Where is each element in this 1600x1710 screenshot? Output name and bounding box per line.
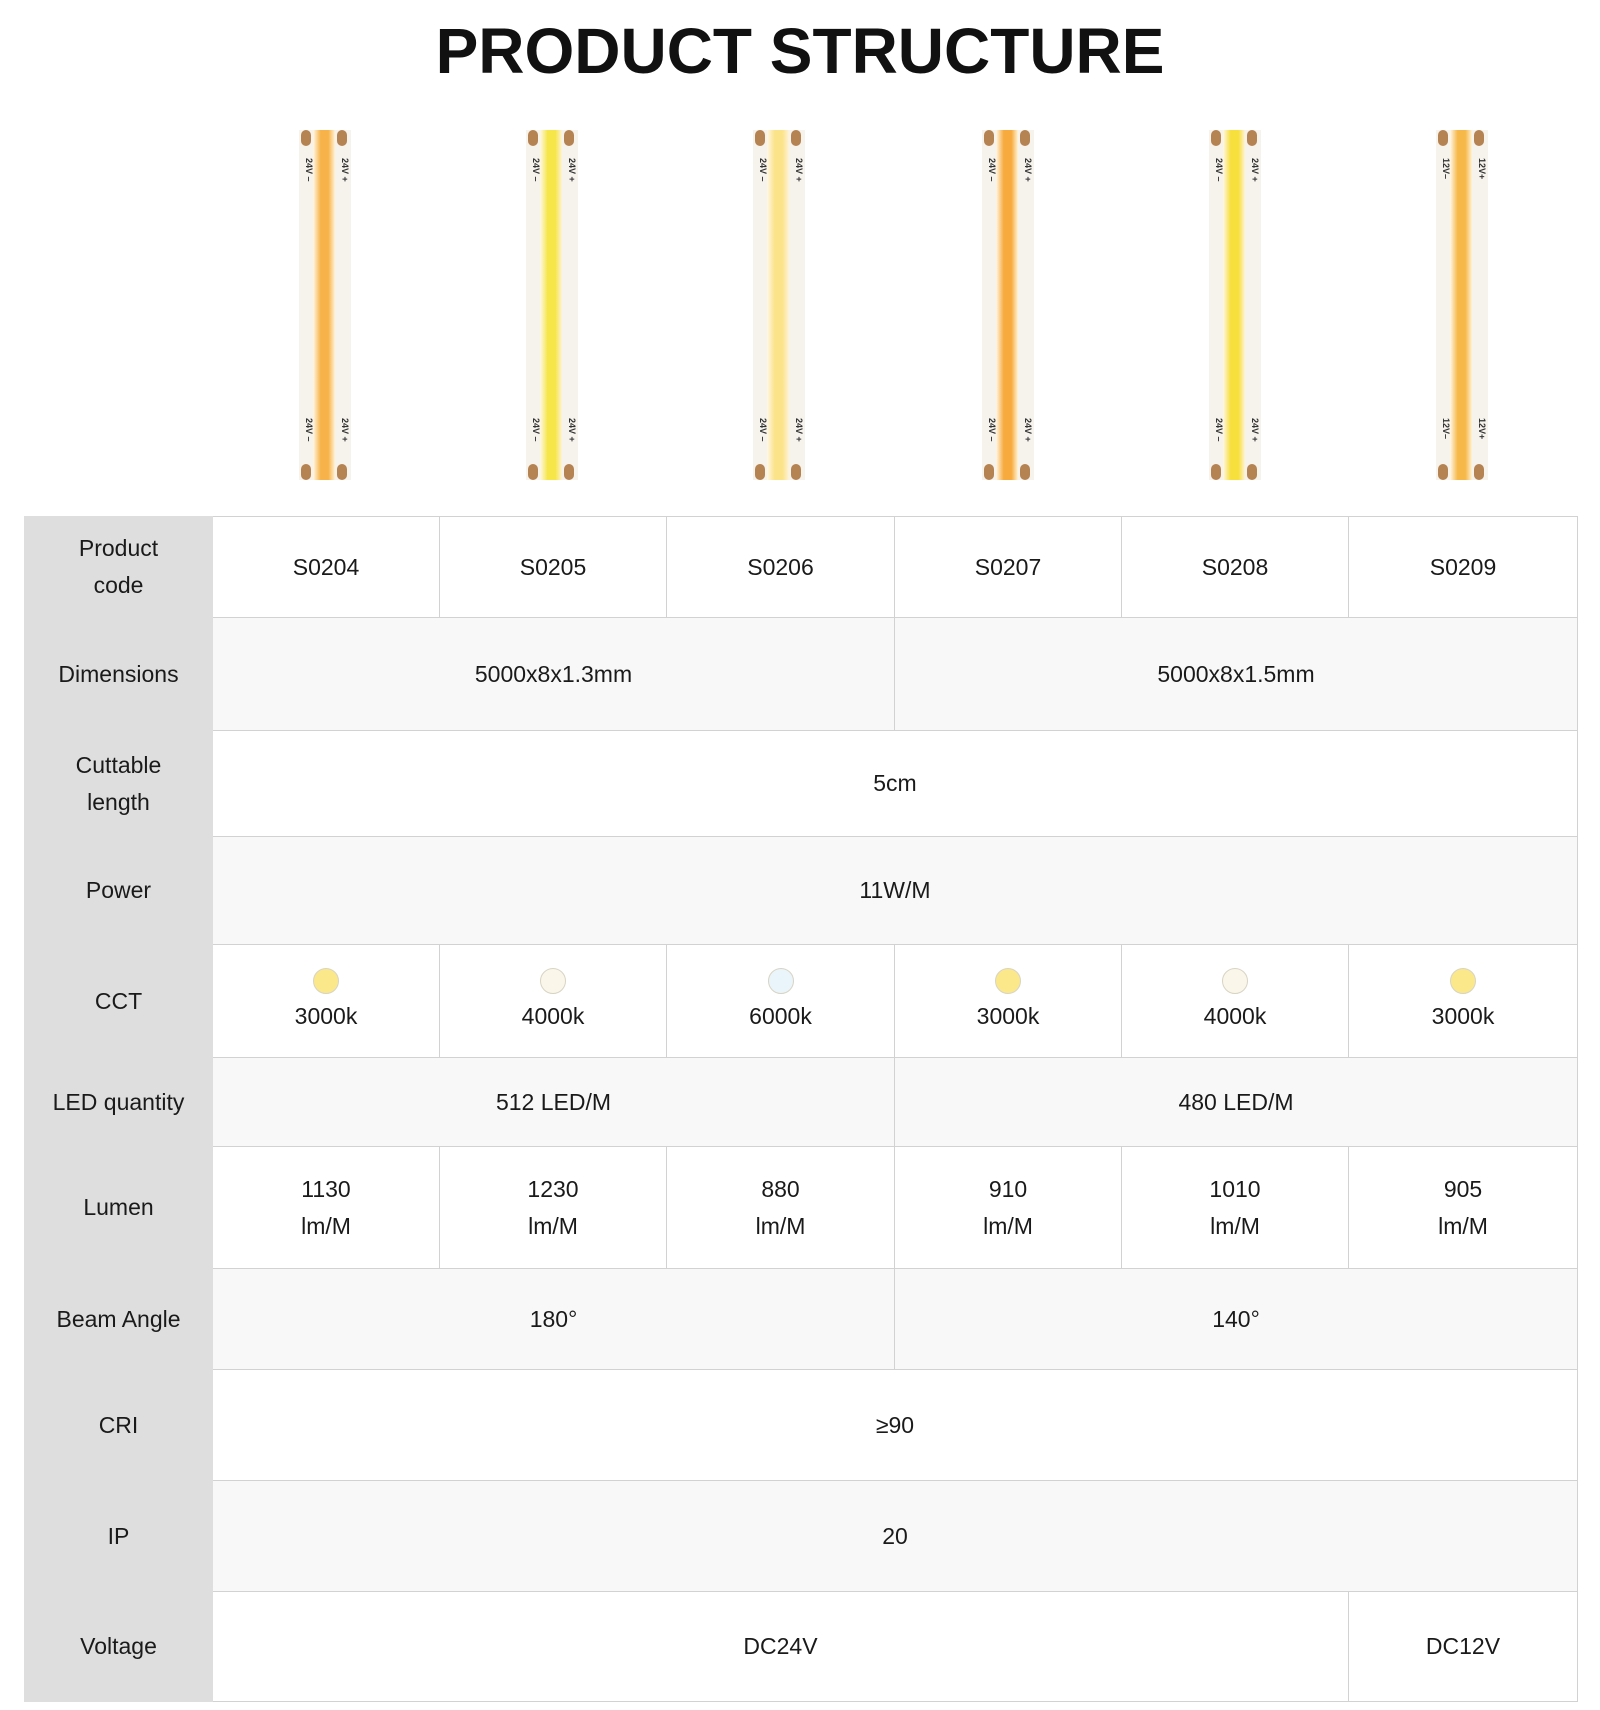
row-cct (25, 945, 1578, 1058)
label-dimensions: Dimensions (25, 618, 213, 731)
label-cct: CCT (25, 945, 213, 1058)
lumen-cell: 1230 lm/M (440, 1147, 667, 1269)
color-dot-icon (768, 968, 794, 994)
lumen-cell: 1010 lm/M (1122, 1147, 1349, 1269)
label-power: Power (25, 837, 213, 945)
led-strip-image (982, 130, 1034, 480)
label-cri: CRI (25, 1370, 213, 1481)
cct-cell: 6000k (667, 945, 895, 1058)
cuttable-length-cell: 5cm (213, 731, 1578, 837)
product-code-cell: S0209 (1349, 517, 1578, 618)
strip-polarity-label: 24V – (304, 418, 314, 442)
strip-polarity-label: 24V + (1023, 418, 1033, 442)
strip-polarity-label: 24V + (340, 418, 350, 442)
label-beam-angle: Beam Angle (25, 1269, 213, 1370)
spec-table (24, 516, 1578, 1702)
label-voltage: Voltage (25, 1592, 213, 1702)
led-quantity-cell: 480 LED/M (895, 1058, 1578, 1147)
row-lumen (25, 1147, 1578, 1269)
label-ip: IP (25, 1481, 213, 1592)
color-dot-icon (1222, 968, 1248, 994)
strip-polarity-label: 24V – (531, 418, 541, 442)
product-code-cell: S0207 (895, 517, 1122, 618)
dimensions-cell: 5000x8x1.5mm (895, 618, 1578, 731)
led-strip-image (1436, 130, 1488, 480)
label-lumen: Lumen (25, 1147, 213, 1269)
label-cuttable-length: Cuttable length (25, 731, 213, 837)
label-product-code: Product code (25, 517, 213, 618)
row-led-quantity (25, 1058, 1578, 1147)
strip-polarity-label: 24V + (1023, 158, 1033, 182)
strip-polarity-label: 24V + (1250, 158, 1260, 182)
row-cri (25, 1370, 1578, 1481)
led-strip-image (753, 130, 805, 480)
strip-polarity-label: 12V– (1441, 158, 1451, 180)
strip-polarity-label: 24V – (987, 418, 997, 442)
label-led-quantity: LED quantity (25, 1058, 213, 1147)
strip-polarity-label: 12V– (1441, 418, 1451, 440)
strip-polarity-label: 24V – (531, 158, 541, 182)
power-cell: 11W/M (213, 837, 1578, 945)
lumen-cell: 905 lm/M (1349, 1147, 1578, 1269)
product-code-cell: S0208 (1122, 517, 1349, 618)
cct-cell: 4000k (1122, 945, 1349, 1058)
row-cuttable-length (25, 731, 1578, 837)
row-power (25, 837, 1578, 945)
lumen-cell: 1130 lm/M (213, 1147, 440, 1269)
color-dot-icon (995, 968, 1021, 994)
row-voltage (25, 1592, 1578, 1702)
color-dot-icon (313, 968, 339, 994)
product-code-cell: S0205 (440, 517, 667, 618)
color-dot-icon (1450, 968, 1476, 994)
strip-polarity-label: 24V – (1214, 418, 1224, 442)
lumen-cell: 910 lm/M (895, 1147, 1122, 1269)
strip-polarity-label: 24V + (1250, 418, 1260, 442)
voltage-cell: DC24V (213, 1592, 1349, 1702)
led-strip-image (1209, 130, 1261, 480)
strip-polarity-label: 24V – (758, 418, 768, 442)
strip-polarity-label: 24V + (340, 158, 350, 182)
lumen-cell: 880 lm/M (667, 1147, 895, 1269)
row-ip (25, 1481, 1578, 1592)
strip-polarity-label: 12V+ (1477, 158, 1487, 180)
strip-polarity-label: 24V + (567, 158, 577, 182)
strip-polarity-label: 24V + (794, 158, 804, 182)
led-strip-image (526, 130, 578, 480)
cri-cell: ≥90 (213, 1370, 1578, 1481)
page-title: PRODUCT STRUCTURE (435, 15, 1165, 87)
strip-polarity-label: 24V + (794, 418, 804, 442)
strip-polarity-label: 24V + (567, 418, 577, 442)
cct-cell: 3000k (213, 945, 440, 1058)
strip-polarity-label: 24V – (304, 158, 314, 182)
ip-cell: 20 (213, 1481, 1578, 1592)
led-quantity-cell: 512 LED/M (213, 1058, 895, 1147)
product-code-cell: S0206 (667, 517, 895, 618)
product-code-cell: S0204 (213, 517, 440, 618)
color-dot-icon (540, 968, 566, 994)
voltage-cell: DC12V (1349, 1592, 1578, 1702)
beam-angle-cell: 140° (895, 1269, 1578, 1370)
strip-polarity-label: 12V+ (1477, 418, 1487, 440)
cct-cell: 4000k (440, 945, 667, 1058)
row-dimensions (25, 618, 1578, 731)
strip-polarity-label: 24V – (1214, 158, 1224, 182)
strip-polarity-label: 24V – (758, 158, 768, 182)
beam-angle-cell: 180° (213, 1269, 895, 1370)
strip-polarity-label: 24V – (987, 158, 997, 182)
row-beam-angle (25, 1269, 1578, 1370)
row-product-code (25, 517, 1578, 618)
cct-cell: 3000k (1349, 945, 1578, 1058)
led-strip-image (299, 130, 351, 480)
dimensions-cell: 5000x8x1.3mm (213, 618, 895, 731)
cct-cell: 3000k (895, 945, 1122, 1058)
